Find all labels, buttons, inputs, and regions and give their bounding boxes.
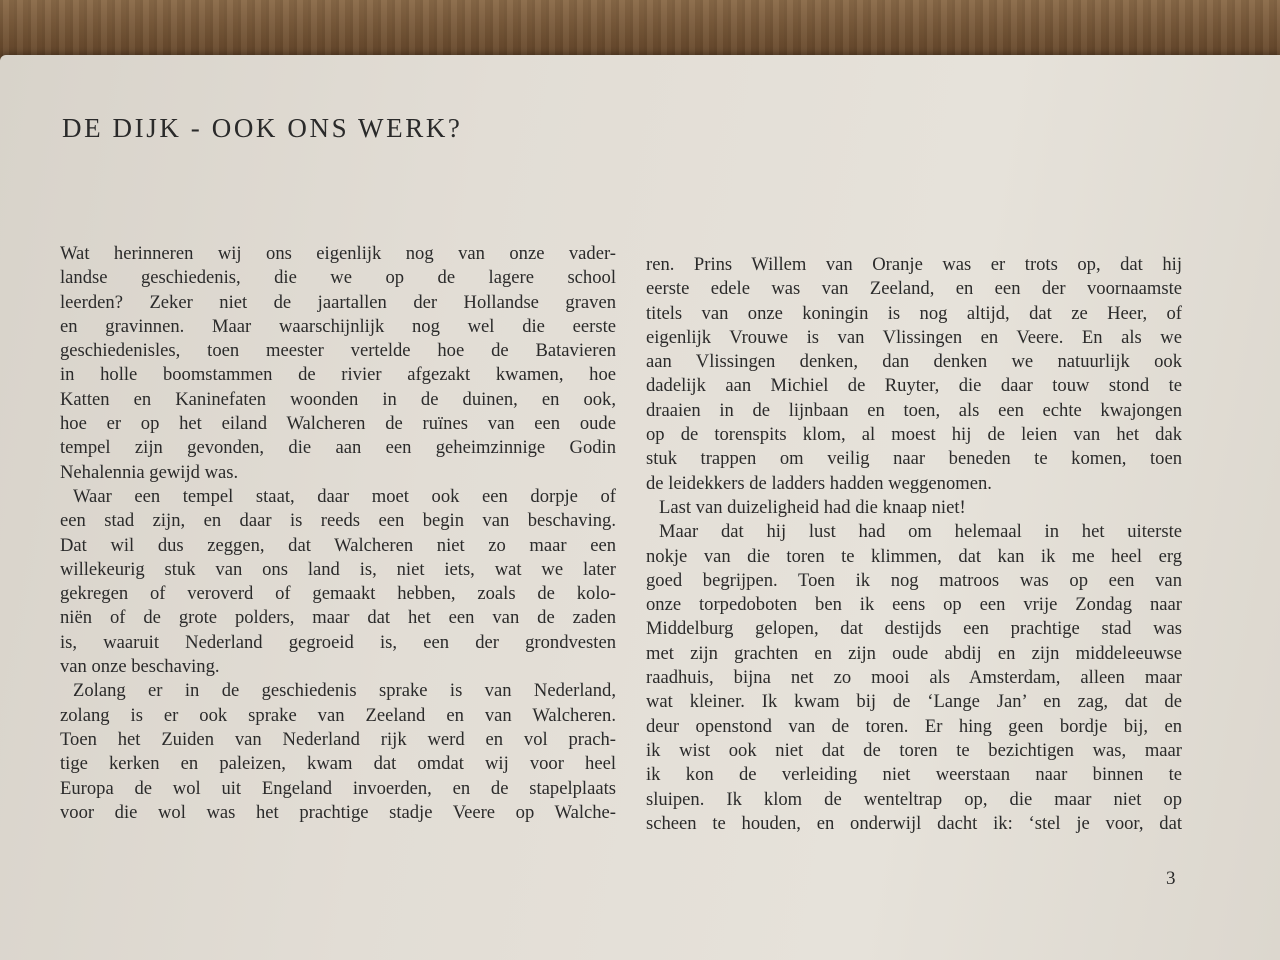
text-line: een stad zijn, en daar is reeds een begin van beschaving. [60, 510, 616, 532]
text-line: onze torpedoboten ben ik eens op een vrije Zondag naar [646, 594, 1182, 616]
text-line: Last van duizeligheid had die knaap niet! [659, 496, 966, 518]
text-line: de leidekkers de ladders hadden weggenomen. [646, 472, 992, 494]
text-line: Nehalennia gewijd was. [60, 461, 239, 483]
text-line: Katten en Kaninefaten woonden in de duinen, en ook, [60, 388, 616, 410]
text-line: ik wist ook niet dat de toren te bezichtigen was, maar [646, 739, 1182, 761]
text-line: met zijn grachten en zijn oude abdij en zijn middeleeuwse [646, 642, 1182, 664]
text-line: aan Vlissingen denken, dan denken we natuurlijk ook [646, 351, 1182, 373]
text-column-left [60, 242, 616, 825]
text-line: in holle boomstammen de rivier afgezakt kwamen, hoe [60, 364, 616, 386]
text-line: niën of de grote polders, maar dat het een van de zaden [60, 607, 616, 629]
text-line: raadhuis, bijna net zo mooi als Amsterdam, alleen maar [646, 667, 1182, 689]
text-line: hoe er op het eiland Walcheren de ruïnes van een oude [60, 413, 616, 435]
text-line: ren. Prins Willem van Oranje was er trots op, dat hij [646, 254, 1182, 275]
page-title: DE DIJK - OOK ONS WERK? [62, 113, 463, 143]
text-line: goed begrijpen. Toen ik nog matroos was op een van [646, 569, 1182, 591]
text-line: draaien in de lijnbaan en toen, als een echte kwajongen [646, 399, 1182, 421]
text-column-right [646, 253, 1182, 836]
text-line: landse geschiedenis, die we op de lagere school [60, 267, 616, 289]
text-line: stuk trappen om veilig naar beneden te komen, toen [646, 448, 1182, 470]
text-line: tempel zijn gevonden, die aan een geheimzinnige Godin [60, 437, 616, 459]
text-line: leerden? Zeker niet de jaartallen der Hollandse graven [60, 291, 616, 313]
text-line: Zolang er in de geschiedenis sprake is van Nederland, [73, 680, 616, 702]
text-line: scheen te houden, en onderwijl dacht ik: ‘stel je voor, dat [646, 812, 1182, 834]
text-line: Maar dat hij lust had om helemaal in het uiterste [659, 521, 1182, 543]
text-line: deur openstond van de toren. Er hing geen bordje bij, en [646, 715, 1182, 737]
page-number: 3 [1166, 868, 1176, 889]
text-line: Toen het Zuiden van Nederland rijk werd en vol prach- [60, 728, 616, 750]
text-line: ik kon de verleiding niet weerstaan naar binnen te [646, 764, 1182, 786]
text-line: eerste edele was van Zeeland, en een der voornaamste [646, 278, 1182, 300]
text-line: Middelburg gelopen, dat destijds een prachtige stad was [646, 618, 1182, 640]
text-line: zolang is er ook sprake van Zeeland en van Walcheren. [60, 704, 616, 726]
text-line: wat kleiner. Ik kwam bij de ‘Lange Jan’ en zag, dat de [646, 691, 1182, 713]
text-line: Waar een tempel staat, daar moet ook een dorpje of [73, 485, 616, 507]
text-line: sluipen. Ik klom de wenteltrap op, die maar niet op [646, 788, 1182, 810]
text-line: nokje van die toren te klimmen, dat kan ik me heel erg [646, 545, 1182, 567]
text-line: op de torenspits klom, al moest hij de leien van het dak [646, 424, 1182, 446]
text-line: tige kerken en paleizen, kwam dat omdat wij voor heel [60, 753, 616, 775]
text-line: eigenlijk Vrouwe is van Vlissingen en Veere. En als we [646, 326, 1182, 348]
text-line: Europa de wol uit Engeland invoerden, en de stapelplaats [60, 777, 616, 799]
text-line: gekregen of veroverd of gemaakt hebben, zoals de kolo- [60, 583, 616, 605]
text-line: van onze beschaving. [60, 656, 220, 678]
text-line: titels van onze koningin is nog altijd, dat ze Heer, of [646, 302, 1182, 324]
text-line: willekeurig stuk van ons land is, niet iets, wat we later [60, 558, 616, 580]
text-line: en gravinnen. Maar waarschijnlijk nog wel die eerste [60, 315, 616, 337]
text-line: Wat herinneren wij ons eigenlijk nog van onze vader- [60, 243, 616, 264]
text-line: is, waaruit Nederland gegroeid is, een der grondvesten [60, 631, 616, 653]
text-line: voor die wol was het prachtige stadje Veere op Walche- [60, 801, 616, 823]
text-line: Dat wil dus zeggen, dat Walcheren niet zo maar een [60, 534, 616, 556]
text-line: geschiedenisles, toen meester vertelde hoe de Batavieren [60, 340, 616, 362]
text-line: dadelijk aan Michiel de Ruyter, die daar touw stond te [646, 375, 1182, 397]
